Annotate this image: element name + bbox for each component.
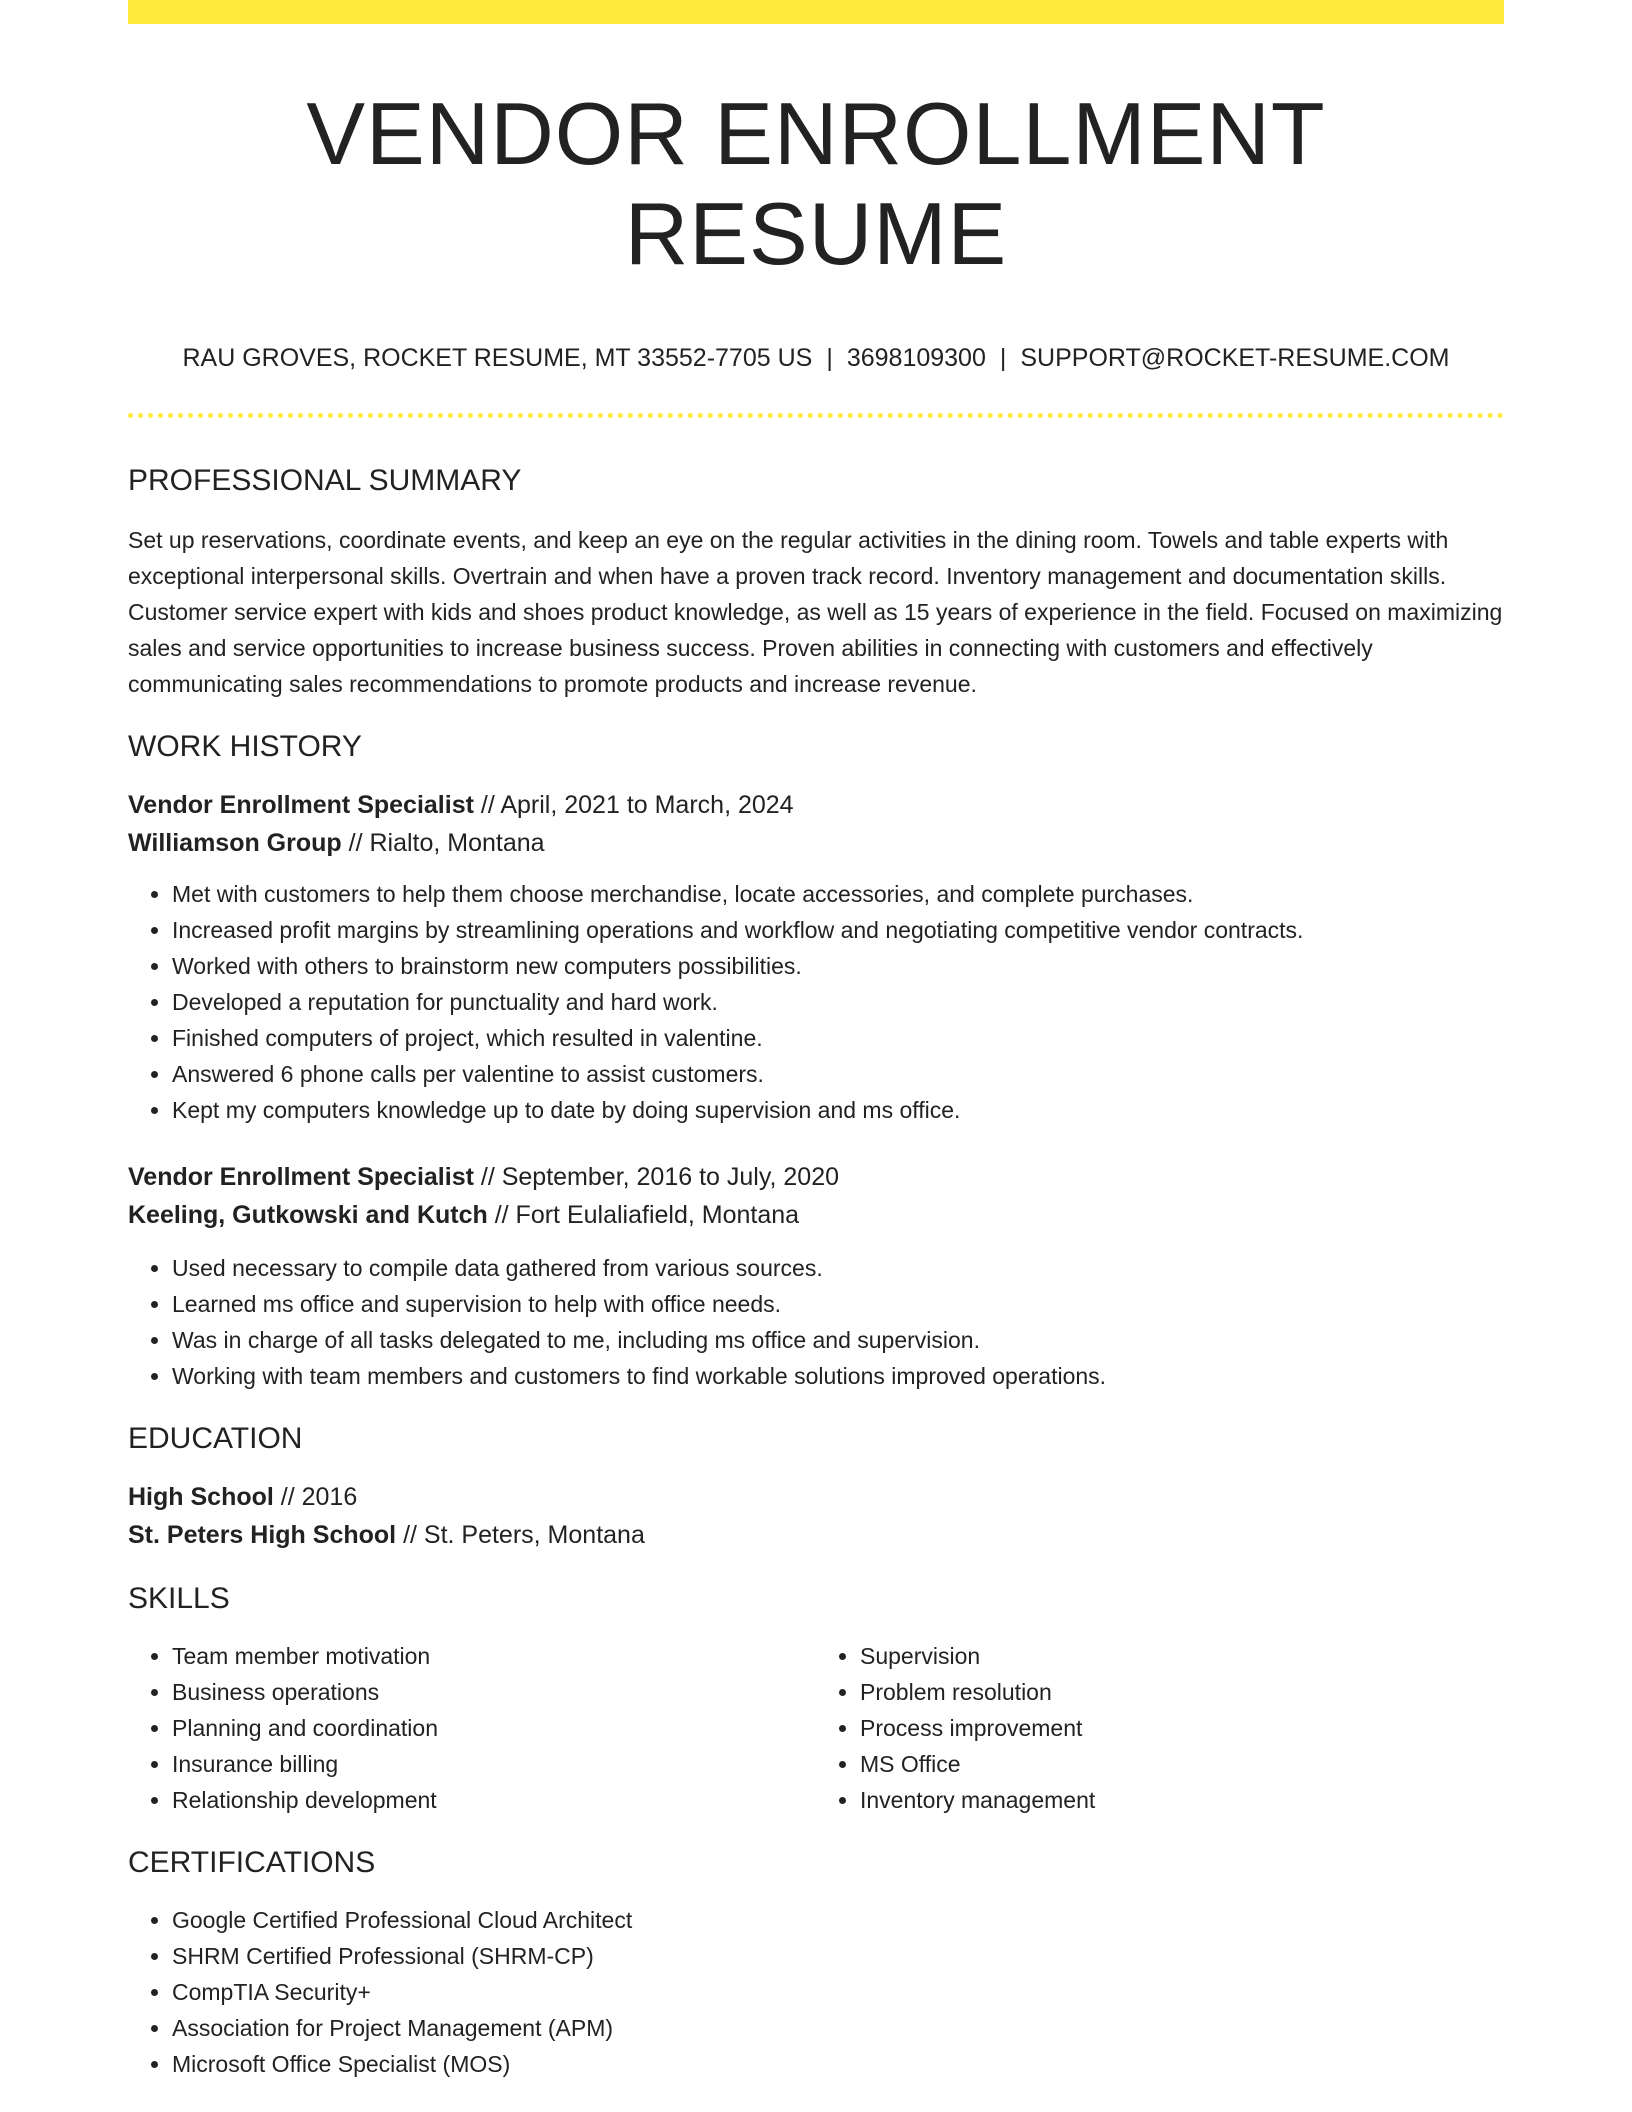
list-item: • Planning and coordination (172, 1710, 816, 1746)
contact-email: SUPPORT@ROCKET-RESUME.COM (1020, 344, 1450, 372)
education-year: // 2016 (280, 1483, 358, 1511)
contact-phone: 3698109300 (846, 344, 986, 372)
job-role: Vendor Enrollment Specialist (128, 791, 474, 819)
job-location: // Rialto, Montana (348, 829, 545, 857)
resume-title: VENDOR ENROLLMENT RESUME (306, 84, 1326, 283)
education-degree: High School (128, 1483, 274, 1511)
education-school: St. Peters High School (128, 1521, 397, 1549)
list-item: • MS Office (860, 1746, 1504, 1782)
job-bullet-list (128, 1250, 1504, 1394)
list-item: • Business operations (172, 1674, 816, 1710)
education-degree-line (128, 1478, 1504, 1516)
job-company: Keeling, Gutkowski and Kutch (128, 1201, 488, 1229)
contact-line (128, 342, 1504, 374)
list-item: • Supervision (860, 1638, 1504, 1674)
list-item: • Developed a reputation for punctuality and hard work. (172, 984, 1504, 1020)
job-dates: // April, 2021 to March, 2024 (480, 791, 794, 819)
list-item: • Problem resolution (860, 1674, 1504, 1710)
list-item: • Process improvement (860, 1710, 1504, 1746)
job-role-line (128, 1158, 1504, 1196)
job-company: Williamson Group (128, 829, 342, 857)
education-school-line (128, 1516, 1504, 1554)
skills-list-left (128, 1638, 816, 1818)
list-item: • Answered 6 phone calls per valentine to assist customers. (172, 1056, 1504, 1092)
resume-page (128, 0, 1504, 2082)
list-item: • Working with team members and customers to find workable solutions improved operations. (172, 1358, 1504, 1394)
section-title-summary: PROFESSIONAL SUMMARY (128, 464, 522, 497)
list-item: • Used necessary to compile data gathered from various sources. (172, 1250, 1504, 1286)
section-title-work-history: WORK HISTORY (128, 730, 362, 763)
job-company-line (128, 824, 1504, 862)
list-item: • Learned ms office and supervision to help with office needs. (172, 1286, 1504, 1322)
job-role: Vendor Enrollment Specialist (128, 1163, 474, 1191)
list-item: • Was in charge of all tasks delegated to me, including ms office and supervision. (172, 1322, 1504, 1358)
job-location: // Fort Eulaliafield, Montana (494, 1201, 800, 1229)
certifications-list (128, 1902, 1504, 2082)
section-title-skills: SKILLS (128, 1582, 230, 1615)
section-title-education: EDUCATION (128, 1422, 303, 1455)
education-location: // St. Peters, Montana (403, 1521, 645, 1549)
list-item: • CompTIA Security+ (172, 1974, 1504, 2010)
list-item: • Kept my computers knowledge up to date by doing supervision and ms office. (172, 1092, 1504, 1128)
contact-separator: | (999, 344, 1007, 372)
list-item: • Finished computers of project, which resulted in valentine. (172, 1020, 1504, 1056)
list-item: • Association for Project Management (APM) (172, 2010, 1504, 2046)
job-dates: // September, 2016 to July, 2020 (480, 1163, 839, 1191)
job-company-line (128, 1196, 1504, 1234)
summary-text: Set up reservations, coordinate events, and keep an eye on the regular activities in the dining room. Towels and table experts with exceptional interpersonal skills. Overtrain and when have a proven track record. Inventory management and documentation skills. Customer service expert with kids and shoes product knowledge, as well as 15 years of experience in the field. Focused on maximizing sales and service opportunities to increase business success. Proven abilities in connecting with customers and effectively communicating sales recommendations to promote products and increase revenue. (128, 527, 1503, 697)
list-item: • Insurance billing (172, 1746, 816, 1782)
job-entry (128, 786, 1504, 1128)
dotted-divider (128, 413, 1504, 418)
section-title-certifications: CERTIFICATIONS (128, 1846, 376, 1879)
accent-top-bar (128, 0, 1504, 24)
contact-address: RAU GROVES, ROCKET RESUME, MT 33552-7705 US (182, 344, 813, 372)
list-item: • Increased profit margins by streamlining operations and workflow and negotiating competitive vendor contracts. (172, 912, 1504, 948)
education-entry (128, 1478, 1504, 1554)
contact-separator: | (826, 344, 833, 372)
list-item: • Relationship development (172, 1782, 816, 1818)
list-item: • Inventory management (860, 1782, 1504, 1818)
job-role-line (128, 786, 1504, 824)
list-item: • Team member motivation (172, 1638, 816, 1674)
skills-columns (128, 1638, 1504, 1818)
list-item: • Worked with others to brainstorm new computers possibilities. (172, 948, 1504, 984)
list-item: • Met with customers to help them choose merchandise, locate accessories, and complete purchases. (172, 876, 1504, 912)
list-item: • Google Certified Professional Cloud Architect (172, 1902, 1504, 1938)
list-item: • SHRM Certified Professional (SHRM-CP) (172, 1938, 1504, 1974)
skills-list-right (816, 1638, 1504, 1818)
job-bullet-list (128, 876, 1504, 1128)
job-entry (128, 1158, 1504, 1394)
list-item: • Microsoft Office Specialist (MOS) (172, 2046, 1504, 2082)
